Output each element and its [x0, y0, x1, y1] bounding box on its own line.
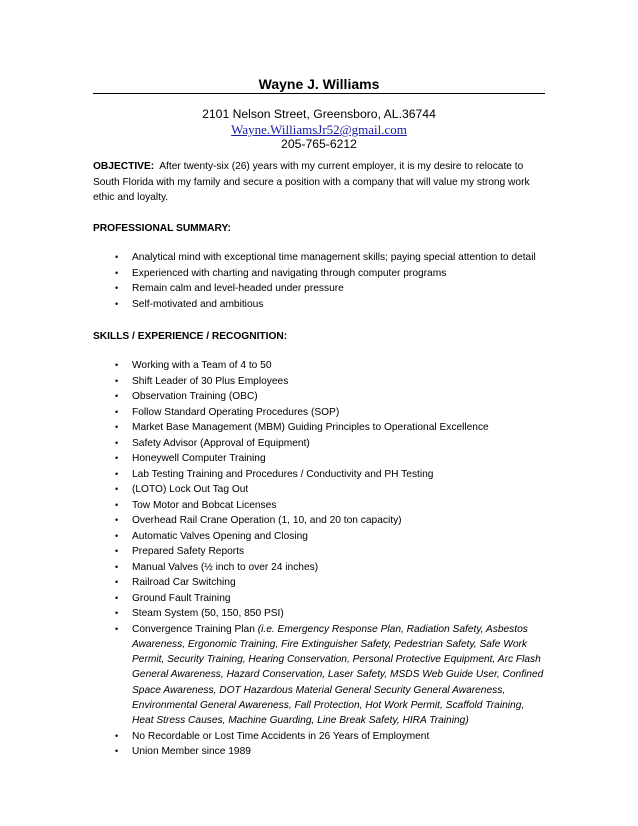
- bullet-icon: •: [115, 530, 119, 541]
- email-link-container: [93, 122, 545, 137]
- list-item: [93, 281, 545, 297]
- list-item: [93, 266, 545, 282]
- bullet-icon: •: [115, 283, 119, 293]
- list-item: [93, 250, 545, 266]
- list-item: [93, 560, 545, 576]
- phone-number: 205-765-6212: [281, 137, 357, 151]
- list-item: [93, 513, 545, 529]
- list-item-text: Union Member since 1989: [132, 746, 251, 758]
- list-item-text: Tow Motor and Bobcat Licenses: [132, 499, 277, 511]
- list-item-text: Manual Valves (½ inch to over 24 inches): [132, 561, 319, 573]
- bullet-icon: •: [115, 730, 119, 741]
- bullet-icon: •: [115, 746, 119, 757]
- bullet-icon: •: [115, 468, 119, 479]
- list-item-text: Remain calm and level-headed under pressure: [132, 283, 344, 294]
- list-item-text: Follow Standard Operating Procedures (SOP): [132, 406, 340, 418]
- candidate-name: Wayne J. Williams: [258, 76, 380, 92]
- list-item-text: Prepared Safety Reports: [132, 546, 245, 557]
- objective-label: OBJECTIVE:: [93, 161, 155, 172]
- bullet-icon: •: [115, 592, 119, 603]
- list-item-text: Honeywell Computer Training: [132, 453, 266, 464]
- list-item: [93, 591, 545, 607]
- list-item: [93, 374, 545, 390]
- summary-heading: PROFESSIONAL SUMMARY:: [93, 223, 231, 234]
- list-item-text: Safety Advisor (Approval of Equipment): [132, 437, 310, 449]
- list-item-text: No Recordable or Lost Time Accidents in 26 Years of Employment: [132, 730, 430, 742]
- list-item: [93, 297, 545, 313]
- objective-text: After twenty-six (26) years with my current employer, it is my desire to relocate to South Florida with my family and secure a position with a company that will value my strong work ethic and loyalty.: [93, 161, 530, 203]
- list-item: [93, 544, 545, 560]
- list-item-convergence: [93, 622, 545, 729]
- bullet-icon: •: [115, 252, 119, 262]
- bullet-icon: •: [115, 561, 119, 572]
- list-item-text: Automatic Valves Opening and Closing: [132, 530, 308, 542]
- list-item: [93, 467, 545, 483]
- header-divider: [93, 93, 545, 94]
- list-item: [93, 575, 545, 591]
- bullet-icon: •: [115, 484, 119, 494]
- skills-list: [93, 358, 545, 760]
- bullet-icon: •: [115, 608, 119, 618]
- bullet-icon: •: [115, 391, 119, 401]
- list-item: [93, 729, 545, 745]
- list-item-text: Working with a Team of 4 to 50: [132, 360, 272, 371]
- bullet-icon: •: [115, 437, 119, 448]
- summary-list: [93, 250, 545, 312]
- bullet-icon: •: [115, 298, 119, 309]
- list-item-text: Observation Training (OBC): [132, 391, 258, 402]
- list-item-text: Shift Leader of 30 Plus Employees: [132, 375, 289, 387]
- list-item: [93, 436, 545, 452]
- list-item-text: Market Base Management (MBM) Guiding Principles to Operational Excellence: [132, 422, 489, 433]
- list-item-text: Steam System (50, 150, 850 PSI): [132, 608, 284, 619]
- email-link[interactable]: Wayne.WilliamsJr52@gmail.com: [231, 122, 407, 137]
- bullet-icon: •: [115, 546, 119, 556]
- list-item-text: Overhead Rail Crane Operation (1, 10, and 20 ton capacity): [132, 515, 402, 526]
- bullet-icon: •: [115, 267, 119, 278]
- skills-heading: SKILLS / EXPERIENCE / RECOGNITION:: [93, 331, 288, 342]
- list-item: [93, 451, 545, 467]
- objective-section: [93, 159, 545, 206]
- list-item: [93, 606, 545, 622]
- list-item: [93, 358, 545, 374]
- list-item-text: (LOTO) Lock Out Tag Out: [132, 484, 249, 495]
- bullet-icon: •: [115, 422, 119, 432]
- list-item: [93, 405, 545, 421]
- convergence-detail: (i.e. Emergency Response Plan, Radiation Safety, Asbestos Awareness, Ergonomic Training, Fire Extinguisher Safety, Pedestrian Safety, Safe Work Permit, Security Training, Hearing Conservation, Personal Protective Equipment, Arc Flash General Awareness, Hazard Conservation, Laser Safety, MSDS Web Guide User, Confined Space Awareness, DOT Hazardous Material General Security General Awareness, Environmental General Awareness, Fall Protection, Hot Work Permit, Scaffold Training, Heat Stress Causes, Machine Guarding, Line Break Safety, HIRA Training): [132, 623, 544, 727]
- bullet-icon: •: [115, 577, 119, 587]
- list-item: [93, 482, 545, 498]
- address-line: 2101 Nelson Street, Greensboro, AL.36744: [202, 107, 436, 121]
- bullet-icon: •: [115, 623, 119, 634]
- list-item-text: Self-motivated and ambitious: [132, 298, 264, 310]
- list-item: [93, 529, 545, 545]
- list-item: [93, 498, 545, 514]
- bullet-icon: •: [115, 515, 119, 525]
- list-item: [93, 389, 545, 405]
- list-item-text: Lab Testing Training and Procedures / Conductivity and PH Testing: [132, 468, 434, 480]
- list-item-text: Analytical mind with exceptional time management skills; paying special attention to detail: [132, 252, 536, 263]
- bullet-icon: •: [115, 360, 119, 370]
- bullet-icon: •: [115, 406, 119, 417]
- list-item-text: Ground Fault Training: [132, 592, 231, 604]
- bullet-icon: •: [115, 375, 119, 386]
- list-item: [93, 744, 545, 760]
- bullet-icon: •: [115, 499, 119, 510]
- list-item-text: Railroad Car Switching: [132, 577, 236, 588]
- bullet-icon: •: [115, 453, 119, 463]
- list-item: [93, 420, 545, 436]
- list-item-text: Experienced with charting and navigating through computer programs: [132, 267, 447, 279]
- convergence-lead: Convergence Training Plan: [132, 623, 258, 635]
